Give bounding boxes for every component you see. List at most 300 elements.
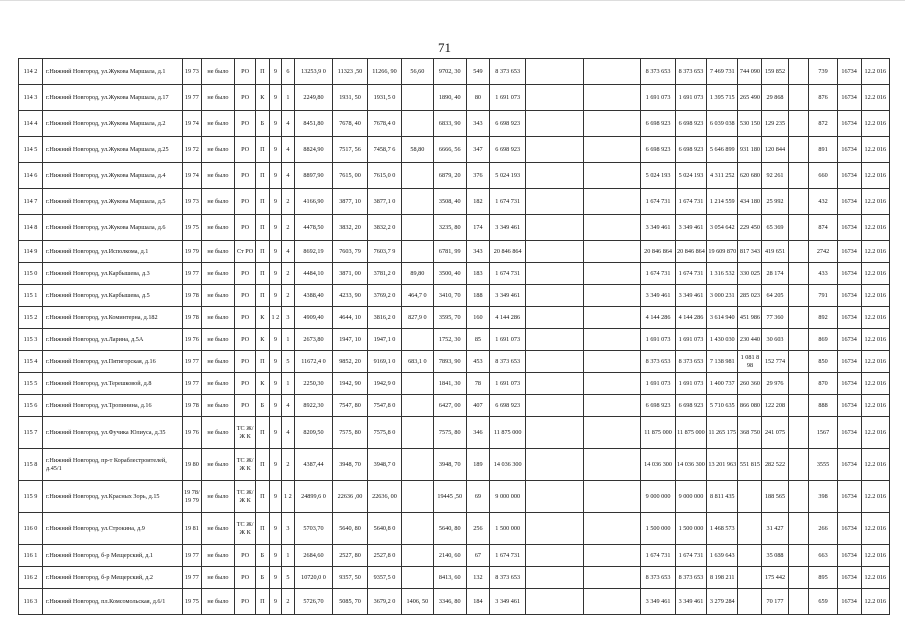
limit-cost-cell: 16734 bbox=[837, 307, 861, 329]
owned-area-cell: 6666, 56 bbox=[433, 137, 466, 163]
address-cell: г.Нижний Новгород, ул.Строкина, д.9 bbox=[43, 513, 183, 545]
cost-subtotal-cell: 8 373 653 bbox=[675, 567, 706, 589]
completion-date-cell: 12.2 016 bbox=[861, 111, 889, 137]
blank-cell bbox=[583, 215, 640, 241]
entrances-cell: 5 bbox=[282, 351, 295, 373]
residents-cell: 188 bbox=[466, 285, 489, 307]
residential-area-cell: 5640,8 0 bbox=[367, 513, 401, 545]
last-repair-cell: не было bbox=[201, 163, 234, 189]
row-number: 114 3 bbox=[19, 85, 43, 111]
residential-area-cell: 1942,9 0 bbox=[367, 373, 401, 395]
owner-share-cell: 92 261 bbox=[762, 163, 788, 189]
living-area-cell: 9357, 50 bbox=[333, 567, 367, 589]
residents-cell: 78 bbox=[466, 373, 489, 395]
fund-share-cell: 5 710 635 bbox=[707, 395, 738, 417]
residential-area-cell: 7458,7 6 bbox=[367, 137, 401, 163]
management-cell: РО bbox=[235, 545, 256, 567]
blank-cell bbox=[788, 189, 809, 215]
blank-cell bbox=[583, 567, 640, 589]
completion-date-cell: 12.2 016 bbox=[861, 189, 889, 215]
total-cost-cell: 1 691 073 bbox=[489, 373, 526, 395]
nonresidential-area-cell: 89,80 bbox=[402, 263, 433, 285]
row-number: 115 3 bbox=[19, 329, 43, 351]
cost-total-cell: 14 036 300 bbox=[641, 449, 675, 481]
limit-cost-cell: 16734 bbox=[837, 329, 861, 351]
table-row bbox=[19, 351, 890, 373]
cost-subtotal-cell: 1 674 731 bbox=[675, 189, 706, 215]
region-share-cell: 260 360 bbox=[738, 373, 762, 395]
total-area-cell: 2249,80 bbox=[294, 85, 333, 111]
region-share-cell: 265 490 bbox=[738, 85, 762, 111]
build-year-cell: 19 74 bbox=[182, 111, 201, 137]
floors-cell: 9 bbox=[269, 481, 282, 513]
build-year-cell: 19 78 bbox=[182, 307, 201, 329]
fund-share-cell: 3 279 284 bbox=[707, 589, 738, 615]
row-number: 115 6 bbox=[19, 395, 43, 417]
management-cell: РО bbox=[235, 285, 256, 307]
owner-share-cell: 25 992 bbox=[762, 189, 788, 215]
last-repair-cell: не было bbox=[201, 285, 234, 307]
table-row bbox=[19, 137, 890, 163]
total-area-cell: 8897,90 bbox=[294, 163, 333, 189]
residents-cell: 453 bbox=[466, 351, 489, 373]
row-number: 115 8 bbox=[19, 449, 43, 481]
entrances-cell: 3 bbox=[282, 513, 295, 545]
row-number: 116 3 bbox=[19, 589, 43, 615]
cost-subtotal-cell: 8 373 653 bbox=[675, 59, 706, 85]
region-share-cell: 1 081 898 bbox=[738, 351, 762, 373]
unit-cost-cell: 888 bbox=[809, 395, 837, 417]
cost-total-cell: 5 024 193 bbox=[641, 163, 675, 189]
fund-share-cell: 5 646 899 bbox=[707, 137, 738, 163]
total-cost-cell: 1 691 073 bbox=[489, 329, 526, 351]
build-year-cell: 19 76 bbox=[182, 329, 201, 351]
limit-cost-cell: 16734 bbox=[837, 513, 861, 545]
nonresidential-area-cell bbox=[402, 373, 433, 395]
wall-material-cell: П bbox=[256, 189, 270, 215]
cost-total-cell: 3 349 461 bbox=[641, 285, 675, 307]
total-cost-cell: 8 373 653 bbox=[489, 567, 526, 589]
blank-cell bbox=[788, 589, 809, 615]
cost-subtotal-cell: 1 674 731 bbox=[675, 545, 706, 567]
residents-cell: 85 bbox=[466, 329, 489, 351]
completion-date-cell: 12.2 016 bbox=[861, 137, 889, 163]
blank-cell bbox=[526, 449, 583, 481]
address-cell: г.Нижний Новгород, ул.Исполкома, д.1 bbox=[43, 241, 183, 263]
nonresidential-area-cell: 464,7 0 bbox=[402, 285, 433, 307]
cost-subtotal-cell: 4 144 286 bbox=[675, 307, 706, 329]
region-share-cell: 931 180 bbox=[738, 137, 762, 163]
completion-date-cell: 12.2 016 bbox=[861, 85, 889, 111]
owner-share-cell: 30 603 bbox=[762, 329, 788, 351]
blank-cell bbox=[583, 59, 640, 85]
limit-cost-cell: 16734 bbox=[837, 545, 861, 567]
cost-total-cell: 1 691 073 bbox=[641, 329, 675, 351]
owned-area-cell: 7575, 80 bbox=[433, 417, 466, 449]
last-repair-cell: не было bbox=[201, 373, 234, 395]
total-cost-cell: 1 674 731 bbox=[489, 545, 526, 567]
entrances-cell: 4 bbox=[282, 137, 295, 163]
owned-area-cell: 8413, 60 bbox=[433, 567, 466, 589]
living-area-cell: 7575, 80 bbox=[333, 417, 367, 449]
wall-material-cell: П bbox=[256, 241, 270, 263]
cost-subtotal-cell: 1 674 731 bbox=[675, 263, 706, 285]
completion-date-cell: 12.2 016 bbox=[861, 285, 889, 307]
owner-share-cell: 29 976 bbox=[762, 373, 788, 395]
blank-cell bbox=[526, 111, 583, 137]
last-repair-cell: не было bbox=[201, 449, 234, 481]
blank-cell bbox=[526, 163, 583, 189]
living-area-cell: 7547, 80 bbox=[333, 395, 367, 417]
cost-subtotal-cell: 11 875 000 bbox=[675, 417, 706, 449]
last-repair-cell: не было bbox=[201, 241, 234, 263]
region-share-cell: 620 680 bbox=[738, 163, 762, 189]
limit-cost-cell: 16734 bbox=[837, 417, 861, 449]
blank-cell bbox=[788, 545, 809, 567]
fund-share-cell: 4 311 252 bbox=[707, 163, 738, 189]
blank-cell bbox=[526, 351, 583, 373]
completion-date-cell: 12.2 016 bbox=[861, 567, 889, 589]
row-number: 114 6 bbox=[19, 163, 43, 189]
floors-cell: 9 bbox=[269, 417, 282, 449]
row-number: 115 0 bbox=[19, 263, 43, 285]
last-repair-cell: не было bbox=[201, 329, 234, 351]
limit-cost-cell: 16734 bbox=[837, 85, 861, 111]
living-area-cell: 4233, 90 bbox=[333, 285, 367, 307]
blank-cell bbox=[526, 285, 583, 307]
fund-share-cell: 8 811 435 bbox=[707, 481, 738, 513]
fund-share-cell: 1 468 573 bbox=[707, 513, 738, 545]
total-area-cell: 4166,90 bbox=[294, 189, 333, 215]
address-cell: г.Нижний Новгород, ул.Коминтерна, д.182 bbox=[43, 307, 183, 329]
owner-share-cell: 31 427 bbox=[762, 513, 788, 545]
completion-date-cell: 12.2 016 bbox=[861, 395, 889, 417]
entrances-cell: 2 bbox=[282, 215, 295, 241]
total-area-cell: 4387,44 bbox=[294, 449, 333, 481]
floors-cell: 9 bbox=[269, 545, 282, 567]
owner-share-cell: 282 522 bbox=[762, 449, 788, 481]
region-share-cell: 551 815 bbox=[738, 449, 762, 481]
total-cost-cell: 3 349 461 bbox=[489, 589, 526, 615]
last-repair-cell: не было bbox=[201, 513, 234, 545]
nonresidential-area-cell bbox=[402, 567, 433, 589]
owner-share-cell: 129 235 bbox=[762, 111, 788, 137]
completion-date-cell: 12.2 016 bbox=[861, 513, 889, 545]
wall-material-cell: Б bbox=[256, 111, 270, 137]
completion-date-cell: 12.2 016 bbox=[861, 59, 889, 85]
address-cell: г.Нижний Новгород, ул.Карбышева, д.5 bbox=[43, 285, 183, 307]
living-area-cell: 7678, 40 bbox=[333, 111, 367, 137]
region-share-cell: 368 750 bbox=[738, 417, 762, 449]
limit-cost-cell: 16734 bbox=[837, 215, 861, 241]
cost-total-cell: 9 000 000 bbox=[641, 481, 675, 513]
last-repair-cell: не было bbox=[201, 111, 234, 137]
living-area-cell: 11323 ,50 bbox=[333, 59, 367, 85]
owned-area-cell: 19445 ,50 bbox=[433, 481, 466, 513]
residents-cell: 549 bbox=[466, 59, 489, 85]
table-row bbox=[19, 589, 890, 615]
address-cell: г.Нижний Новгород, б-р Мещерский, д.1 bbox=[43, 545, 183, 567]
row-number: 114 7 bbox=[19, 189, 43, 215]
residential-area-cell: 7547,8 0 bbox=[367, 395, 401, 417]
completion-date-cell: 12.2 016 bbox=[861, 215, 889, 241]
blank-cell bbox=[788, 329, 809, 351]
nonresidential-area-cell: 58,80 bbox=[402, 137, 433, 163]
total-cost-cell: 1 674 731 bbox=[489, 189, 526, 215]
unit-cost-cell: 891 bbox=[809, 137, 837, 163]
region-share-cell bbox=[738, 513, 762, 545]
residents-cell: 182 bbox=[466, 189, 489, 215]
completion-date-cell: 12.2 016 bbox=[861, 307, 889, 329]
owned-area-cell: 3948, 70 bbox=[433, 449, 466, 481]
cost-subtotal-cell: 1 691 073 bbox=[675, 373, 706, 395]
unit-cost-cell: 398 bbox=[809, 481, 837, 513]
floors-cell: 9 bbox=[269, 449, 282, 481]
wall-material-cell: П bbox=[256, 137, 270, 163]
completion-date-cell: 12.2 016 bbox=[861, 373, 889, 395]
fund-share-cell: 3 054 642 bbox=[707, 215, 738, 241]
residents-cell: 184 bbox=[466, 589, 489, 615]
table-body bbox=[19, 59, 890, 615]
entrances-cell: 3 bbox=[282, 307, 295, 329]
build-year-cell: 19 79 bbox=[182, 241, 201, 263]
cost-total-cell: 3 349 461 bbox=[641, 215, 675, 241]
limit-cost-cell: 16734 bbox=[837, 589, 861, 615]
nonresidential-area-cell bbox=[402, 85, 433, 111]
total-cost-cell: 4 144 286 bbox=[489, 307, 526, 329]
blank-cell bbox=[526, 85, 583, 111]
build-year-cell: 19 73 bbox=[182, 189, 201, 215]
residents-cell: 174 bbox=[466, 215, 489, 241]
unit-cost-cell: 869 bbox=[809, 329, 837, 351]
management-cell: ТС Ж/ Ж К bbox=[235, 513, 256, 545]
owner-share-cell: 152 774 bbox=[762, 351, 788, 373]
management-cell: ТС Ж/ Ж К bbox=[235, 449, 256, 481]
entrances-cell: 1 bbox=[282, 545, 295, 567]
cost-total-cell: 1 674 731 bbox=[641, 263, 675, 285]
build-year-cell: 19 73 bbox=[182, 59, 201, 85]
region-share-cell: 230 440 bbox=[738, 329, 762, 351]
owned-area-cell: 3346, 80 bbox=[433, 589, 466, 615]
blank-cell bbox=[788, 215, 809, 241]
nonresidential-area-cell: 683,1 0 bbox=[402, 351, 433, 373]
region-share-cell bbox=[738, 481, 762, 513]
last-repair-cell: не было bbox=[201, 85, 234, 111]
owned-area-cell: 6879, 20 bbox=[433, 163, 466, 189]
blank-cell bbox=[583, 111, 640, 137]
nonresidential-area-cell bbox=[402, 215, 433, 241]
residents-cell: 183 bbox=[466, 263, 489, 285]
floors-cell: 9 bbox=[269, 567, 282, 589]
cost-total-cell: 11 875 000 bbox=[641, 417, 675, 449]
blank-cell bbox=[583, 513, 640, 545]
residential-area-cell: 3781,2 0 bbox=[367, 263, 401, 285]
region-share-cell: 451 986 bbox=[738, 307, 762, 329]
limit-cost-cell: 16734 bbox=[837, 481, 861, 513]
unit-cost-cell: 739 bbox=[809, 59, 837, 85]
blank-cell bbox=[526, 59, 583, 85]
management-cell: РО bbox=[235, 189, 256, 215]
address-cell: г.Нижний Новгород, пр-т Кораблестроителей, д.45/1 bbox=[43, 449, 183, 481]
table-row bbox=[19, 307, 890, 329]
limit-cost-cell: 16734 bbox=[837, 373, 861, 395]
management-cell: РО bbox=[235, 263, 256, 285]
address-cell: г.Нижний Новгород, б-р Мещерский, д.2 bbox=[43, 567, 183, 589]
entrances-cell: 2 bbox=[282, 263, 295, 285]
total-cost-cell: 14 036 300 bbox=[489, 449, 526, 481]
cost-subtotal-cell: 1 691 073 bbox=[675, 329, 706, 351]
wall-material-cell: П bbox=[256, 59, 270, 85]
unit-cost-cell: 659 bbox=[809, 589, 837, 615]
residential-area-cell: 3769,2 0 bbox=[367, 285, 401, 307]
blank-cell bbox=[583, 163, 640, 189]
owner-share-cell: 188 565 bbox=[762, 481, 788, 513]
last-repair-cell: не было bbox=[201, 189, 234, 215]
unit-cost-cell: 850 bbox=[809, 351, 837, 373]
blank-cell bbox=[788, 449, 809, 481]
total-area-cell: 10720,0 0 bbox=[294, 567, 333, 589]
residents-cell: 346 bbox=[466, 417, 489, 449]
owned-area-cell: 7893, 90 bbox=[433, 351, 466, 373]
fund-share-cell: 8 198 211 bbox=[707, 567, 738, 589]
blank-cell bbox=[583, 545, 640, 567]
living-area-cell: 5085, 70 bbox=[333, 589, 367, 615]
build-year-cell: 19 74 bbox=[182, 163, 201, 189]
blank-cell bbox=[788, 111, 809, 137]
owner-share-cell: 70 177 bbox=[762, 589, 788, 615]
last-repair-cell: не было bbox=[201, 567, 234, 589]
completion-date-cell: 12.2 016 bbox=[861, 545, 889, 567]
owner-share-cell: 65 369 bbox=[762, 215, 788, 241]
blank-cell bbox=[526, 395, 583, 417]
living-area-cell: 5640, 80 bbox=[333, 513, 367, 545]
unit-cost-cell: 2742 bbox=[809, 241, 837, 263]
region-share-cell: 434 180 bbox=[738, 189, 762, 215]
total-cost-cell: 11 875 000 bbox=[489, 417, 526, 449]
limit-cost-cell: 16734 bbox=[837, 189, 861, 215]
management-cell: ТС Ж/ Ж К bbox=[235, 481, 256, 513]
nonresidential-area-cell bbox=[402, 189, 433, 215]
total-cost-cell: 3 349 461 bbox=[489, 285, 526, 307]
address-cell: г.Нижний Новгород, ул.Жукова Маршала, д.5 bbox=[43, 189, 183, 215]
blank-cell bbox=[788, 85, 809, 111]
blank-cell bbox=[526, 189, 583, 215]
blank-cell bbox=[526, 215, 583, 241]
row-number: 114 8 bbox=[19, 215, 43, 241]
unit-cost-cell: 874 bbox=[809, 215, 837, 241]
unit-cost-cell: 876 bbox=[809, 85, 837, 111]
total-area-cell: 5703,70 bbox=[294, 513, 333, 545]
table-row bbox=[19, 215, 890, 241]
total-area-cell: 8209,50 bbox=[294, 417, 333, 449]
living-area-cell: 3877, 10 bbox=[333, 189, 367, 215]
residents-cell: 189 bbox=[466, 449, 489, 481]
management-cell: РО bbox=[235, 215, 256, 241]
unit-cost-cell: 895 bbox=[809, 567, 837, 589]
region-share-cell bbox=[738, 545, 762, 567]
row-number: 114 2 bbox=[19, 59, 43, 85]
nonresidential-area-cell bbox=[402, 241, 433, 263]
cost-total-cell: 8 373 653 bbox=[641, 567, 675, 589]
management-cell: Ст РО bbox=[235, 241, 256, 263]
table-row bbox=[19, 449, 890, 481]
blank-cell bbox=[583, 329, 640, 351]
living-area-cell: 1942, 90 bbox=[333, 373, 367, 395]
management-cell: РО bbox=[235, 329, 256, 351]
limit-cost-cell: 16734 bbox=[837, 263, 861, 285]
blank-cell bbox=[788, 513, 809, 545]
living-area-cell: 7517, 56 bbox=[333, 137, 367, 163]
total-cost-cell: 6 698 923 bbox=[489, 111, 526, 137]
last-repair-cell: не было bbox=[201, 263, 234, 285]
floors-cell: 9 bbox=[269, 395, 282, 417]
residential-area-cell: 7603,7 9 bbox=[367, 241, 401, 263]
residential-area-cell: 7575,8 0 bbox=[367, 417, 401, 449]
table-row bbox=[19, 481, 890, 513]
blank-cell bbox=[788, 263, 809, 285]
residential-area-cell: 3832,2 0 bbox=[367, 215, 401, 241]
management-cell: РО bbox=[235, 307, 256, 329]
table-row bbox=[19, 85, 890, 111]
limit-cost-cell: 16734 bbox=[837, 137, 861, 163]
total-cost-cell: 6 698 923 bbox=[489, 137, 526, 163]
entrances-cell: 1 bbox=[282, 329, 295, 351]
residents-cell: 347 bbox=[466, 137, 489, 163]
total-area-cell: 8451,80 bbox=[294, 111, 333, 137]
owned-area-cell: 1752, 30 bbox=[433, 329, 466, 351]
cost-total-cell: 1 691 073 bbox=[641, 373, 675, 395]
fund-share-cell: 6 039 038 bbox=[707, 111, 738, 137]
owned-area-cell: 2140, 60 bbox=[433, 545, 466, 567]
region-share-cell bbox=[738, 567, 762, 589]
owner-share-cell: 241 075 bbox=[762, 417, 788, 449]
unit-cost-cell: 870 bbox=[809, 373, 837, 395]
row-number: 114 9 bbox=[19, 241, 43, 263]
completion-date-cell: 12.2 016 bbox=[861, 263, 889, 285]
blank-cell bbox=[788, 567, 809, 589]
build-year-cell: 19 80 bbox=[182, 449, 201, 481]
wall-material-cell: К bbox=[256, 307, 270, 329]
fund-share-cell: 3 000 231 bbox=[707, 285, 738, 307]
last-repair-cell: не было bbox=[201, 481, 234, 513]
blank-cell bbox=[526, 329, 583, 351]
residential-area-cell: 3948,7 0 bbox=[367, 449, 401, 481]
wall-material-cell: Б bbox=[256, 545, 270, 567]
nonresidential-area-cell bbox=[402, 111, 433, 137]
cost-total-cell: 6 698 923 bbox=[641, 395, 675, 417]
residential-area-cell: 7615,0 0 bbox=[367, 163, 401, 189]
blank-cell bbox=[583, 589, 640, 615]
table-row bbox=[19, 189, 890, 215]
region-share-cell: 229 450 bbox=[738, 215, 762, 241]
fund-share-cell: 11 265 175 bbox=[707, 417, 738, 449]
residential-area-cell: 3877,1 0 bbox=[367, 189, 401, 215]
blank-cell bbox=[526, 373, 583, 395]
wall-material-cell: П bbox=[256, 163, 270, 189]
wall-material-cell: Б bbox=[256, 395, 270, 417]
cost-subtotal-cell: 6 698 923 bbox=[675, 111, 706, 137]
blank-cell bbox=[788, 351, 809, 373]
floors-cell: 9 bbox=[269, 263, 282, 285]
region-share-cell: 817 343 bbox=[738, 241, 762, 263]
nonresidential-area-cell bbox=[402, 329, 433, 351]
address-cell: г.Нижний Новгород, ул.Жукова Маршала, д.25 bbox=[43, 137, 183, 163]
total-area-cell: 4484,10 bbox=[294, 263, 333, 285]
cost-total-cell: 6 698 923 bbox=[641, 111, 675, 137]
last-repair-cell: не было bbox=[201, 307, 234, 329]
blank-cell bbox=[583, 307, 640, 329]
address-cell: г.Нижний Новгород, ул.Красных Зорь, д.15 bbox=[43, 481, 183, 513]
